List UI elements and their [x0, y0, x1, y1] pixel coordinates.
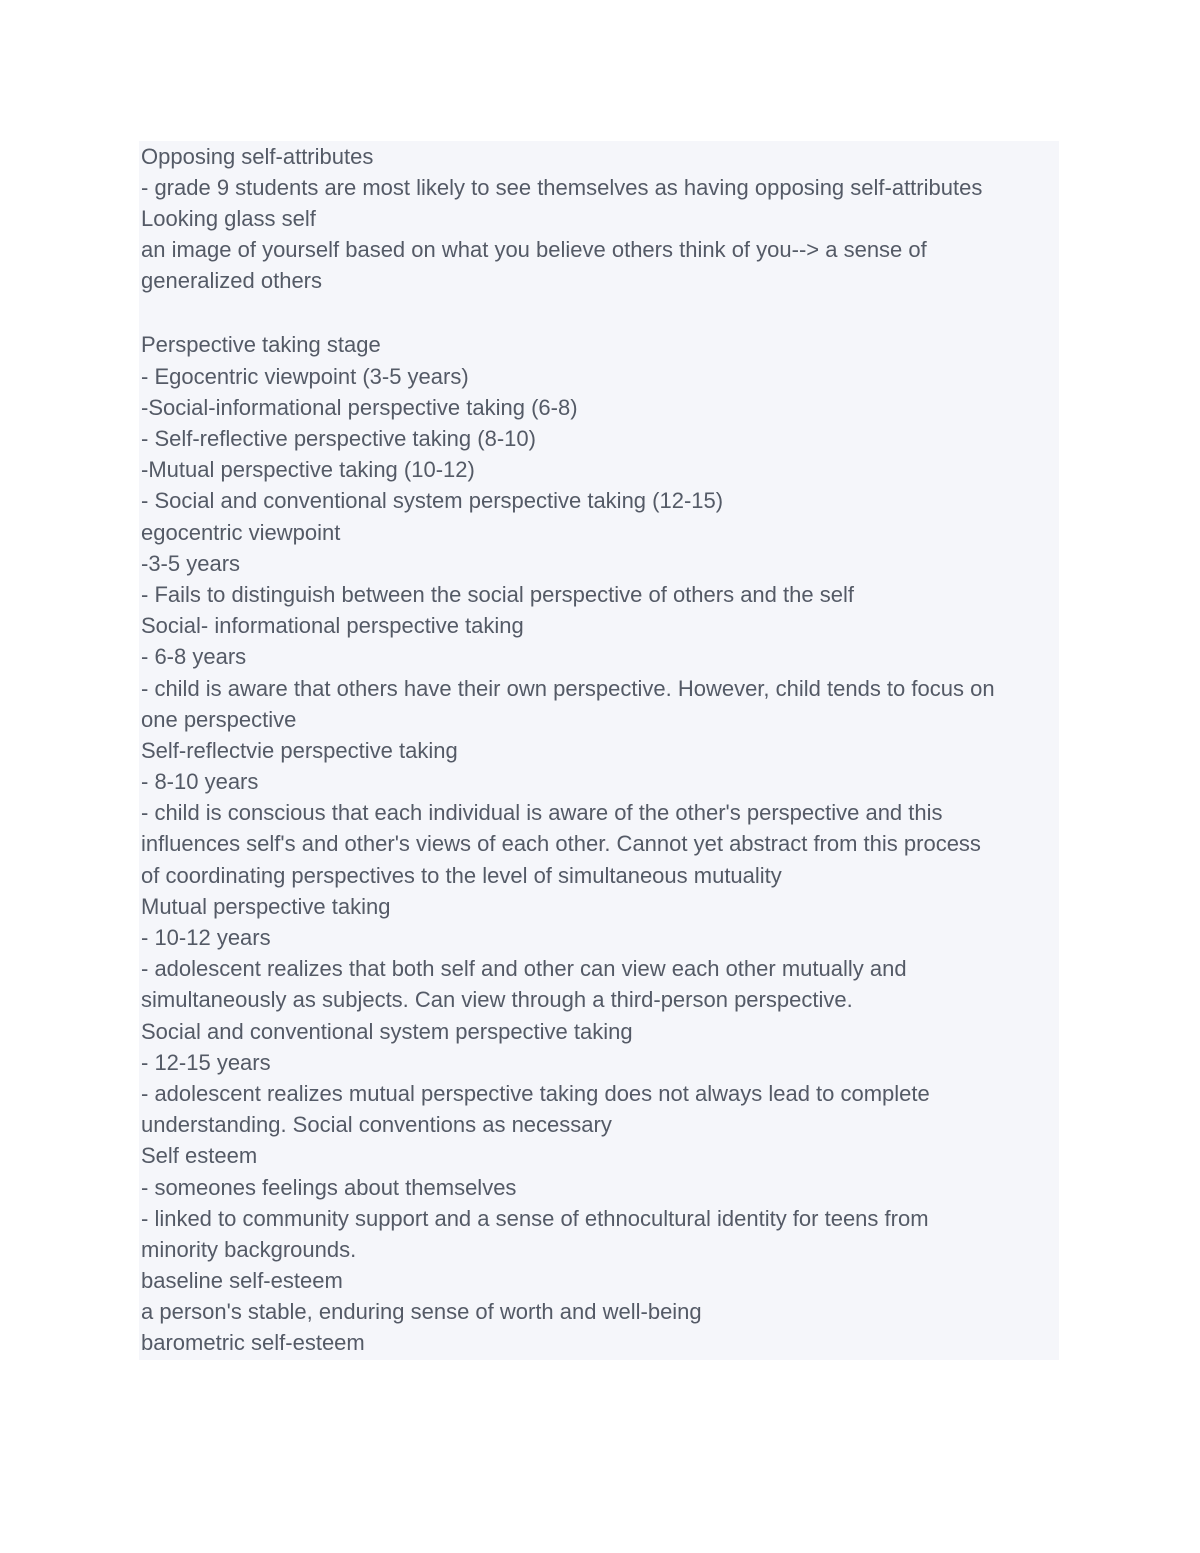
text-line: barometric self-esteem	[141, 1330, 365, 1356]
text-line: - Social and conventional system perspective taking (12-15)	[141, 488, 724, 514]
text-line: minority backgrounds.	[141, 1236, 357, 1262]
text-line: -3-5 years	[141, 550, 241, 576]
text-line: - adolescent realizes mutual perspective taking does not always lead to complete	[141, 1080, 930, 1106]
text-line: Looking glass self	[141, 205, 316, 231]
text-line: baseline self-esteem	[141, 1268, 343, 1294]
blank-line	[141, 296, 1059, 329]
text-line: - adolescent realizes that both self and other can view each other mutually and	[141, 956, 907, 982]
text-line: - 8-10 years	[141, 769, 259, 795]
text-line: a person's stable, enduring sense of worth and well-being	[141, 1299, 702, 1325]
text-line: - Egocentric viewpoint (3-5 years)	[141, 363, 469, 389]
text-line: egocentric viewpoint	[141, 519, 341, 545]
text-line: of coordinating perspectives to the level of simultaneous mutuality	[141, 862, 782, 888]
text-line: Social- informational perspective taking	[141, 613, 524, 639]
text-line: understanding. Social conventions as necessary	[141, 1112, 612, 1138]
text-line: simultaneously as subjects. Can view through a third-person perspective.	[141, 987, 853, 1013]
text-line: - 6-8 years	[141, 644, 247, 670]
text-line: - linked to community support and a sense of ethnocultural identity for teens from	[141, 1205, 929, 1231]
text-line: - child is conscious that each individual is aware of the other's perspective and this	[141, 800, 943, 826]
text-line: Perspective taking stage	[141, 332, 381, 358]
text-line: Social and conventional system perspective taking	[141, 1018, 633, 1044]
text-line: Self-reflectvie perspective taking	[141, 737, 458, 763]
text-line: Self esteem	[141, 1143, 258, 1169]
text-line: influences self's and other's views of each other. Cannot yet abstract from this process	[141, 831, 981, 857]
text-line: - Fails to distinguish between the social perspective of others and the self	[141, 581, 854, 607]
text-line: - someones feelings about themselves	[141, 1174, 517, 1200]
text-line: Opposing self-attributes	[141, 143, 374, 169]
text-line: Mutual perspective taking	[141, 893, 391, 919]
text-line: - Self-reflective perspective taking (8-10)	[141, 426, 536, 451]
text-line: - 12-15 years	[141, 1049, 271, 1075]
text-line: -Mutual perspective taking (10-12)	[141, 457, 475, 483]
text-line: generalized others	[141, 268, 323, 294]
text-line: one perspective	[141, 706, 297, 732]
text-line: an image of yourself based on what you believe others think of you--> a sense of	[141, 237, 927, 263]
text-line: -Social-informational perspective taking (6-8)	[141, 394, 578, 420]
text-line: - grade 9 students are most likely to see themselves as having opposing self-attributes	[141, 174, 983, 200]
notes-text-block	[139, 141, 1059, 1360]
text-line: - child is aware that others have their own perspective. However, child tends to focus on	[141, 675, 995, 701]
text-line: - 10-12 years	[141, 925, 271, 950]
